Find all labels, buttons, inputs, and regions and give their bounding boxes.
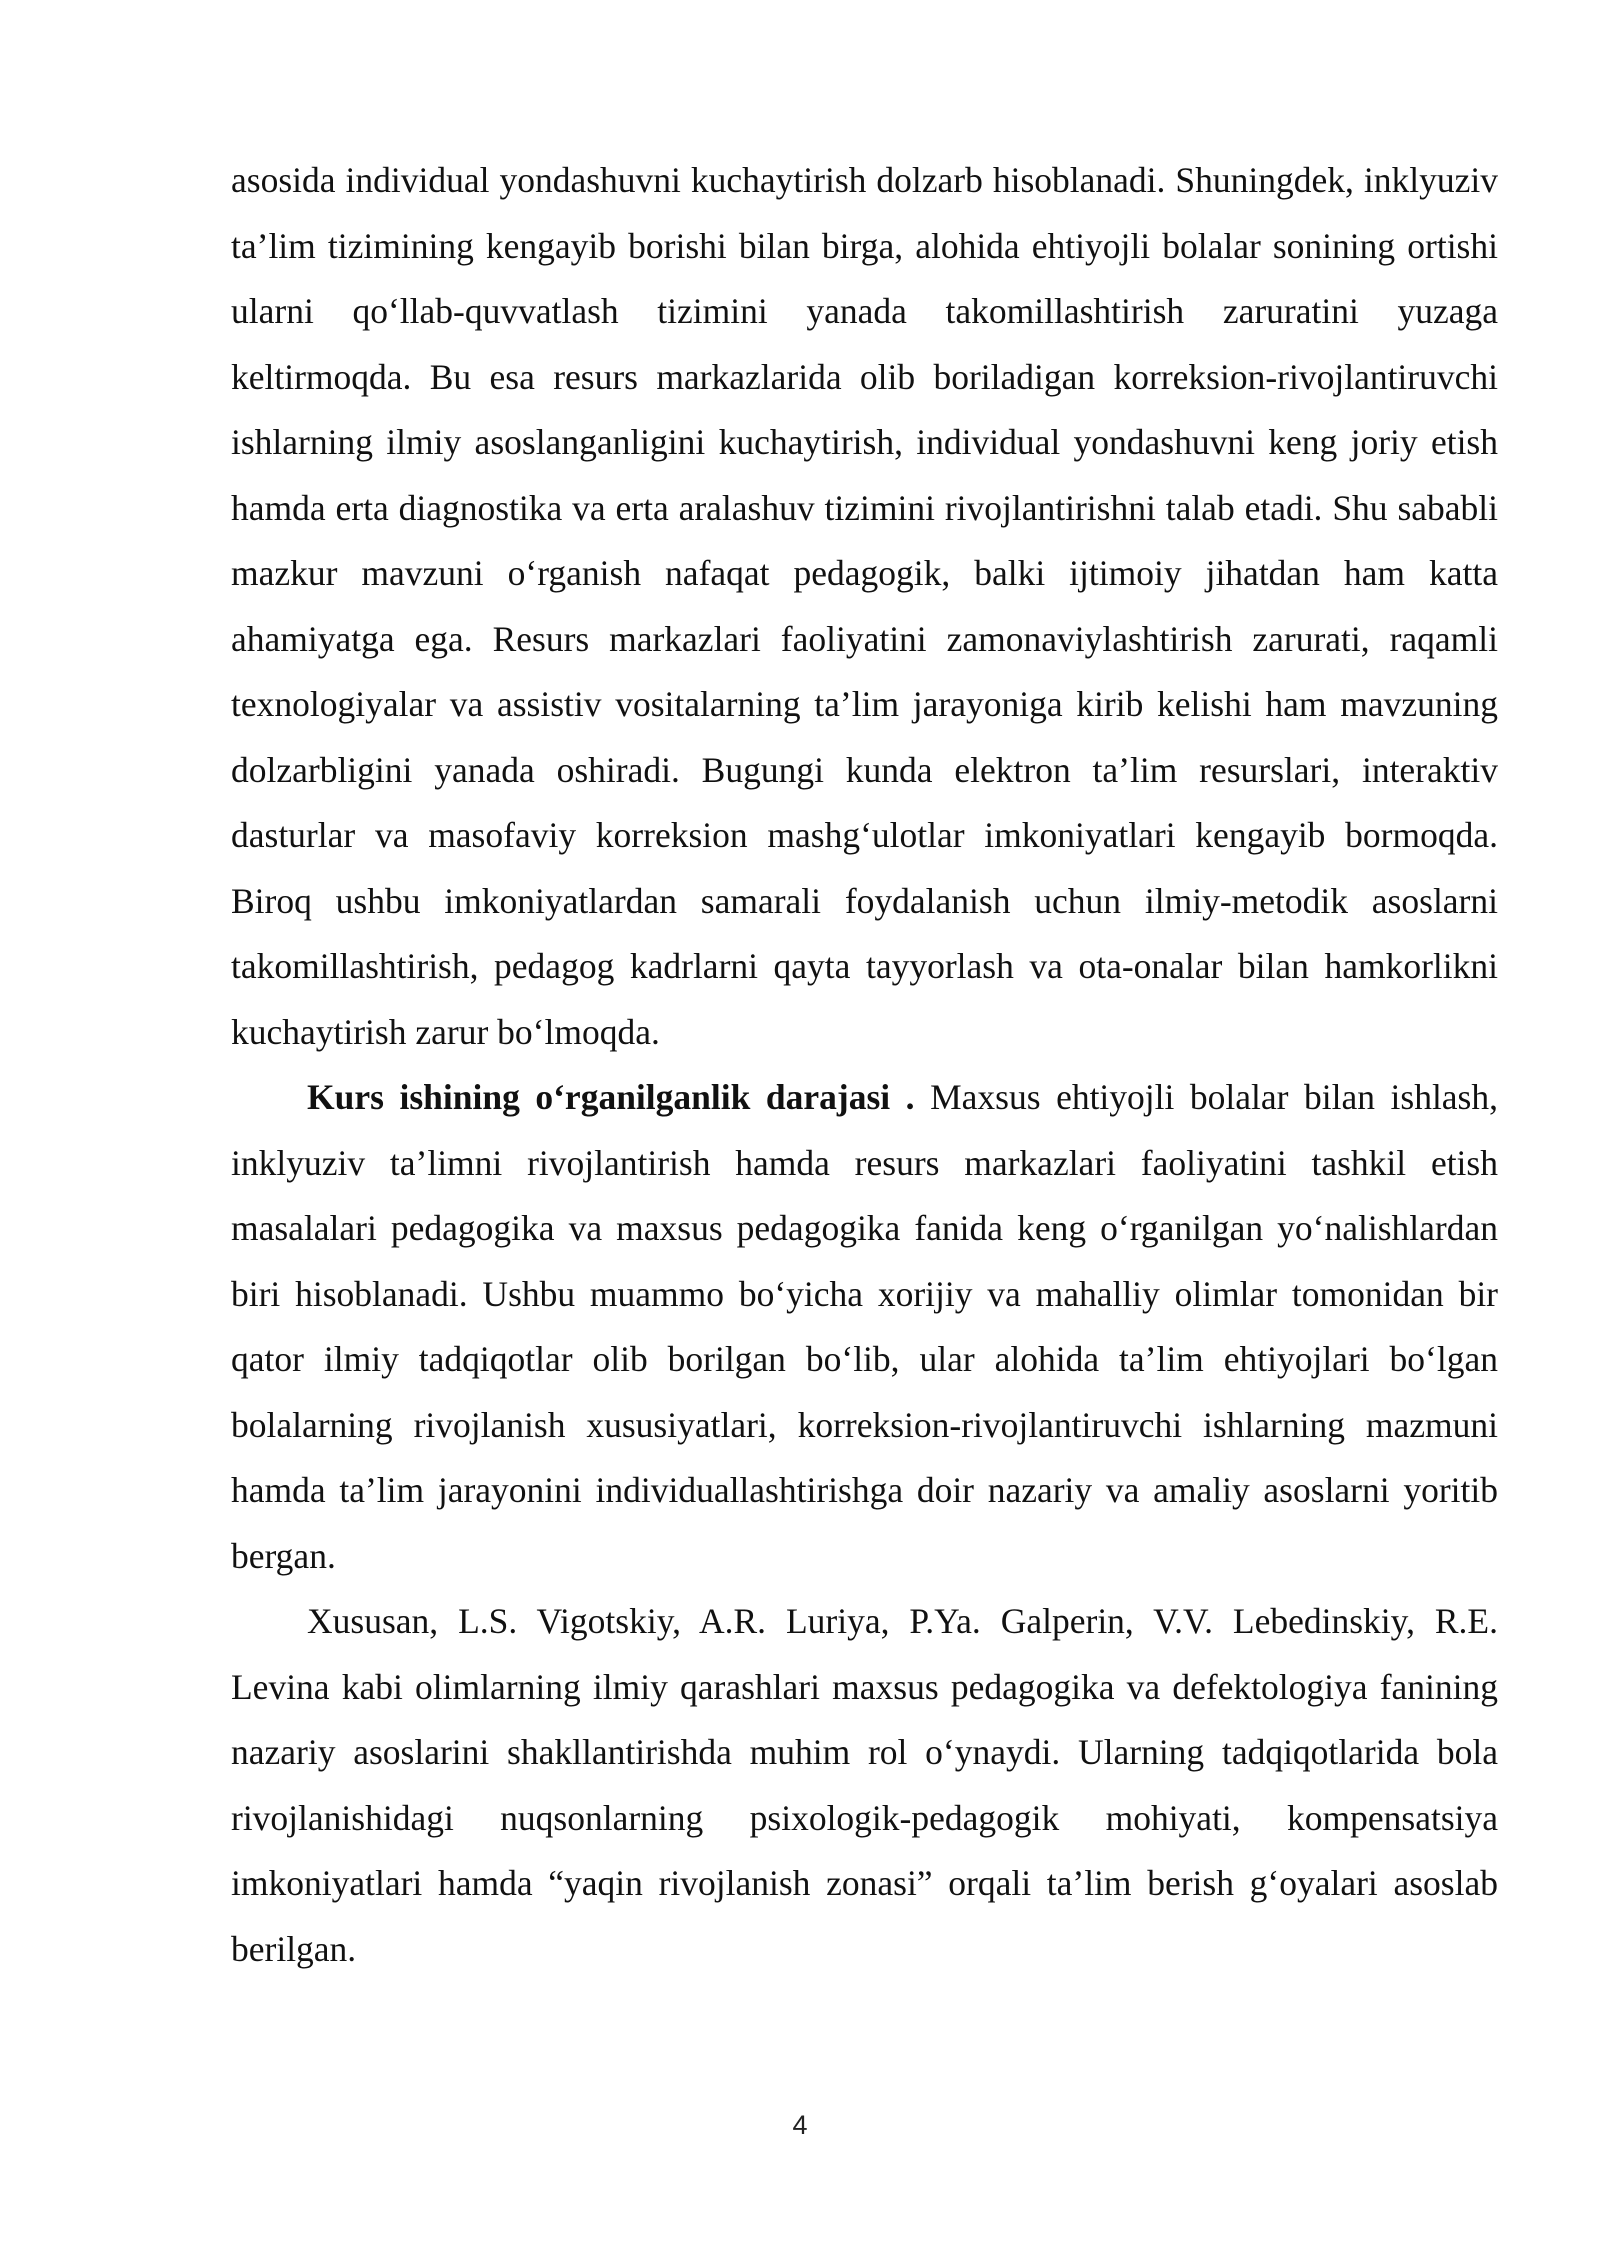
paragraph-scholars: Xususan, L.S. Vigotskiy, A.R. Luriya, P.Ya. Galperin, V.V. Lebedinskiy, R.E. Levina kabi olimlarning ilmiy qarashlari maxsus pedagogika va defektologiya fanining nazariy asoslarini shakllantirishda muhim rol o‘ynaydi. Ularning tadqiqotlarida bola rivojlanishidagi nuqsonlarning psixologik-pedagogik mohiyati, kompensatsiya imkoniyatlari hamda “yaqin rivojlanish zonasi” orqali ta’lim berish g‘oyalari asoslab berilgan. [231, 1601, 1498, 1969]
paragraph-study-level-body: Maxsus ehtiyojli bolalar bilan ishlash, inklyuziv ta’limni rivojlantirish hamda resurs markazlari faoliyatini tashkil etish masalalari pedagogika va maxsus pedagogika fanida keng o‘rganilgan yo‘nalishlardan biri hisoblanadi. Ushbu muammo bo‘yicha xorijiy va mahalliy olimlar tomonidan bir qator ilmiy tadqiqotlar olib borilgan bo‘lib, ular alohida ta’lim ehtiyojlari bo‘lgan bolalarning rivojlanish xususiyatlari, korreksion-rivojlantiruvchi ishlarning mazmuni hamda ta’lim jarayonini individuallashtirishga doir nazariy va amaliy asoslarni yoritib bergan. [231, 1077, 1498, 1576]
paragraph-study-level [231, 1065, 1498, 1589]
document-page [231, 148, 1498, 1982]
page-number: 4 [792, 2110, 808, 2140]
paragraph-continuation: asosida individual yondashuvni kuchaytirish dolzarb hisoblanadi. Shuningdek, inklyuziv ta’lim tizimining kengayib borishi bilan birga, alohida ehtiyojli bolalar sonining ortishi ularni qo‘llab-quvvatlash tizimini yanada takomillashtirish zaruratini yuzaga keltirmoqda. Bu esa resurs markazlarida olib boriladigan korreksion-rivojlantiruvchi ishlarning ilmiy asoslanganligini kuchaytirish, individual yondashuvni keng joriy etish hamda erta diagnostika va erta aralashuv tizimini rivojlantirishni talab etadi. Shu sababli mazkur mavzuni o‘rganish nafaqat pedagogik, balki ijtimoiy jihatdan ham katta ahamiyatga ega. Resurs markazlari faoliyatini zamonaviylashtirish zarurati, raqamli texnologiyalar va assistiv vositalarning ta’lim jarayoniga kirib kelishi ham mavzuning dolzarbligini yanada oshiradi. Bugungi kunda elektron ta’lim resurslari, interaktiv dasturlar va masofaviy korreksion mashg‘ulotlar imkoniyatlari kengayib bormoqda. Biroq ushbu imkoniyatlardan samarali foydalanish uchun ilmiy-metodik asoslarni takomillashtirish, pedagog kadrlarni qayta tayyorlash va ota-onalar bilan hamkorlikni kuchaytirish zarur bo‘lmoqda. [231, 160, 1498, 1052]
section-heading-inline: Kurs ishining o‘rganilganlik darajasi . [307, 1077, 915, 1117]
